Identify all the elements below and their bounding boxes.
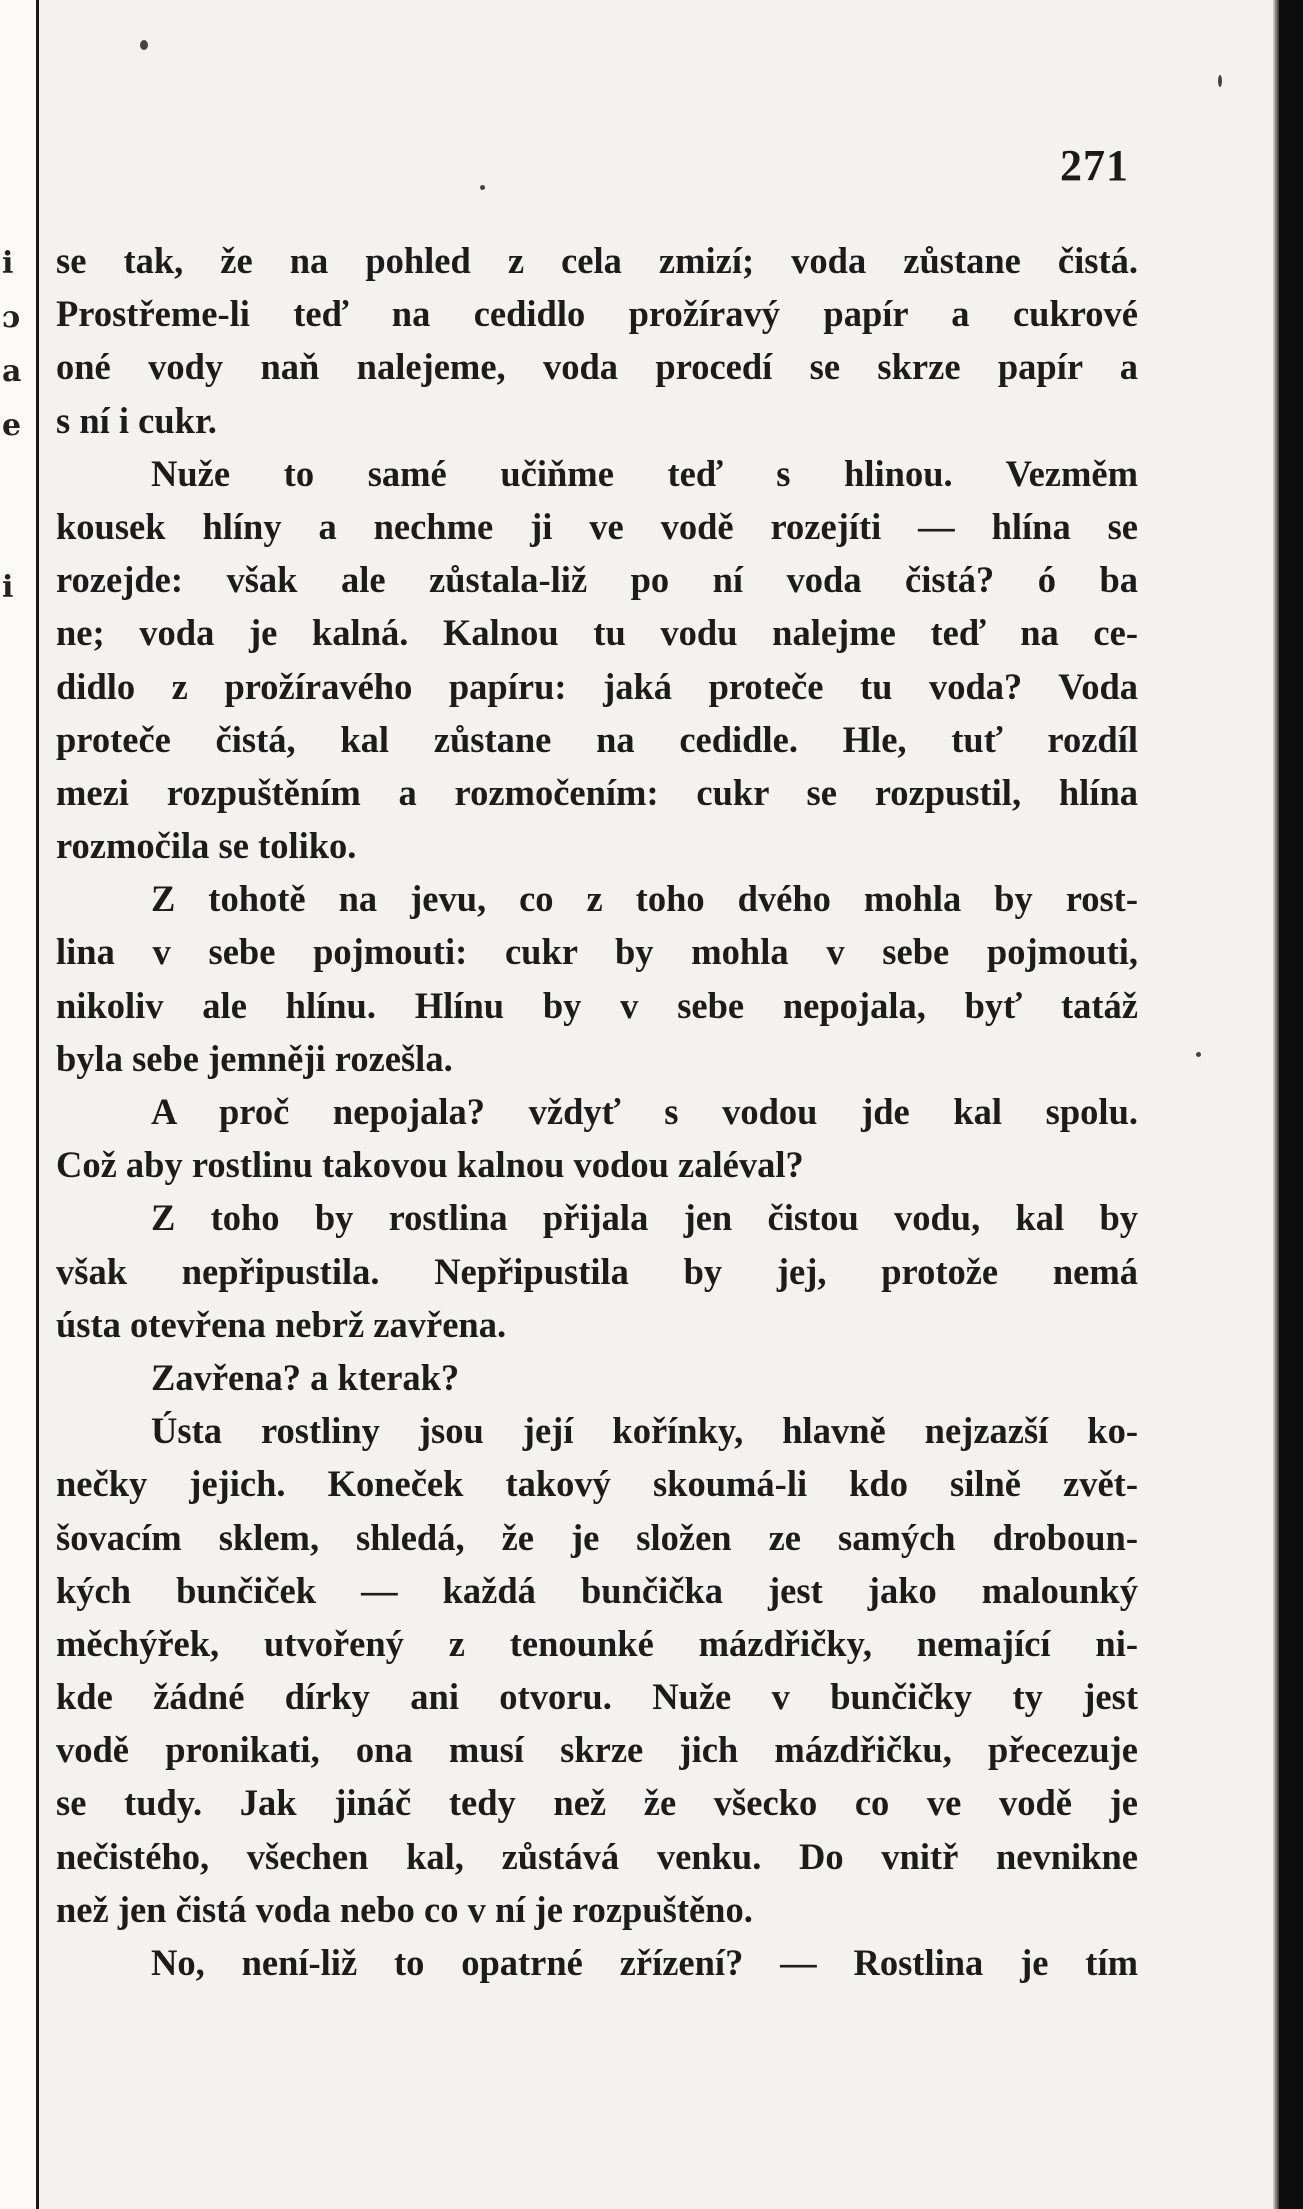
text-line: proteče čistá, kal zůstane na cedidle. Hle, tuť rozdíl	[56, 718, 1138, 760]
scan-speck	[480, 185, 485, 190]
text-line: rozejde: však ale zůstala-liž po ní voda čistá? ó ba	[56, 559, 1138, 601]
text-line: mezi rozpuštěním a rozmočením: cukr se rozpustil, hlína	[56, 771, 1138, 813]
text-line: byla sebe jemněji rozešla.	[56, 1037, 453, 1079]
text-line: Z toho by rostlina přijala jen čistou vodu, kal by	[151, 1197, 1138, 1239]
scan-speck	[1196, 1052, 1201, 1057]
text-line: než jen čistá voda nebo co v ní je rozpuštěno.	[56, 1888, 753, 1930]
margin-fragment: e	[2, 408, 22, 443]
text-line: Zavřena? a kterak?	[151, 1356, 460, 1398]
text-line: nikoliv ale hlínu. Hlínu by v sebe nepojala, byť tatáž	[56, 984, 1138, 1026]
text-line: s ní i cukr.	[56, 399, 217, 441]
text-line: nečky jejich. Koneček takový skoumá-li kdo silně zvět-	[56, 1463, 1138, 1505]
text-line: Nuže to samé učiňme teď s hlinou. Vezměm	[151, 452, 1138, 494]
text-line: vodě pronikati, ona musí skrze jich mázdřičku, přecezuje	[56, 1729, 1138, 1771]
text-line: didlo z prožíravého papíru: jaká proteče tu voda? Voda	[56, 665, 1138, 707]
text-line: ústa otevřena nebrž zavřena.	[56, 1303, 507, 1345]
text-line: rozmočila se toliko.	[56, 825, 357, 867]
margin-fragment: ɔ	[2, 300, 21, 335]
text-line: Což aby rostlinu takovou kalnou vodou zaléval?	[56, 1144, 804, 1186]
text-line: se tak, že na pohled z cela zmizí; voda zůstane čistá.	[56, 240, 1138, 281]
text-line: měchýřek, utvořený z tenounké mázdřičky, nemající ni-	[56, 1622, 1138, 1664]
scan-dark-edge	[1279, 0, 1303, 2209]
text-line: Z tohotě na jevu, co z toho dvého mohla by rost-	[151, 878, 1138, 920]
text-line: však nepřipustila. Nepřipustila by jej, protože nemá	[56, 1250, 1138, 1292]
text-line: kých bunčiček — každá bunčička jest jako malounký	[56, 1569, 1138, 1611]
text-line: No, není-liž to opatrné zřízení? — Rostlina je tím	[151, 1942, 1138, 1983]
adjacent-page-edge	[0, 0, 39, 2209]
scan-speck	[1218, 75, 1222, 87]
margin-fragment: a	[2, 354, 22, 389]
text-line: A proč nepojala? vždyť s vodou jde kal spolu.	[151, 1091, 1138, 1132]
body-text	[56, 234, 1138, 1989]
text-line: nečistého, všechen kal, zůstává venku. Do vnitř nevnikne	[56, 1835, 1138, 1877]
text-line: kousek hlíny a nechme ji ve vodě rozejíti — hlína se	[56, 505, 1138, 547]
page-number: 271	[1060, 141, 1129, 190]
text-line: kde žádné dírky ani otvoru. Nuže v bunčičky ty jest	[56, 1676, 1138, 1718]
text-line: ne; voda je kalná. Kalnou tu vodu nalejme teď na ce-	[56, 612, 1138, 654]
text-line: lina v sebe pojmouti: cukr by mohla v sebe pojmouti,	[56, 931, 1138, 973]
text-line: oné vody naň nalejeme, voda procedí se skrze papír a	[56, 346, 1138, 388]
margin-fragment: i	[2, 570, 14, 605]
text-line: Ústa rostliny jsou její kořínky, hlavně nejzazší ko-	[151, 1410, 1138, 1452]
margin-fragment: i	[2, 246, 14, 281]
scan-speck	[140, 40, 148, 50]
text-line: šovacím sklem, shledá, že je složen ze samých droboun-	[56, 1516, 1138, 1558]
text-line: Prostřeme-li teď na cedidlo prožíravý papír a cukrové	[56, 293, 1138, 335]
text-line: se tudy. Jak jináč tedy než že všecko co ve vodě je	[56, 1782, 1138, 1824]
